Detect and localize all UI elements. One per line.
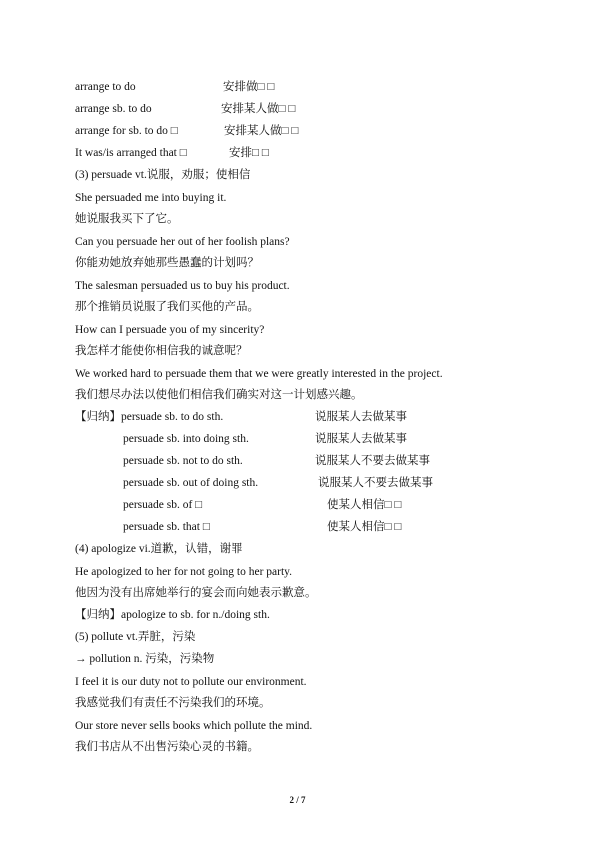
example-zh: 他因为没有出席她举行的宴会而向她表示歉意。: [75, 587, 317, 599]
example-en: The salesman persuaded us to buy his product.: [75, 280, 290, 292]
example-en: He apologized to her for not going to her party.: [75, 566, 293, 578]
example-en: Our store never sells books which pollute the mind.: [75, 720, 313, 732]
phrase-en: It was/is arranged that □: [75, 147, 187, 159]
example-en: She persuaded me into buying it.: [75, 192, 227, 204]
phrase-en: persuade sb. of □: [123, 499, 203, 511]
section-heading-pollute: (5) pollute vt.弄脏，污染: [75, 631, 196, 643]
example-zh: 你能劝她放弃她那些愚蠢的计划吗？: [75, 257, 259, 269]
page-number: 2 / 7: [289, 795, 306, 805]
arrange-row: [75, 80, 275, 94]
arrange-row: [75, 102, 296, 116]
section-heading-persuade: (3) persuade vt.说服，劝服；使相信: [75, 169, 251, 181]
summary-row: [123, 498, 402, 512]
phrase-zh: 安排某人做□ □: [221, 103, 296, 115]
phrase-en: arrange to do: [75, 81, 136, 93]
phrase-zh: 使某人相信□ □: [327, 499, 402, 511]
phrase-en: persuade sb. out of doing sth.: [123, 477, 259, 489]
example-zh: 我感觉我们有责任不污染我们的环境。: [75, 697, 271, 709]
summary-label: 【归纳】: [75, 411, 121, 423]
derivative-line: → pollution n. 污染，污染物: [75, 653, 215, 665]
phrase-zh: 说服某人去做某事: [315, 411, 407, 423]
example-zh: 我们想尽办法以使他们相信我们确实对这一计划感兴趣。: [75, 389, 363, 401]
arrange-row: [75, 124, 299, 138]
phrase-zh: 安排某人做□ □: [224, 125, 299, 137]
summary-row: [123, 520, 402, 534]
example-zh: 我们书店从不出售污染心灵的书籍。: [75, 741, 259, 753]
phrase-zh: 说服某人不要去做某事: [318, 477, 433, 489]
phrase-en: arrange for sb. to do □: [75, 125, 178, 137]
summary-row: 【归纳】apologize to sb. for n./doing sth.: [75, 609, 270, 621]
phrase-en: arrange sb. to do: [75, 103, 152, 115]
phrase-zh: 安排做□ □: [223, 81, 275, 93]
summary-row: [75, 410, 407, 424]
example-zh: 我怎样才能使你相信我的诚意呢？: [75, 345, 248, 357]
example-en: I feel it is our duty not to pollute our environment.: [75, 676, 307, 688]
phrase-en: persuade sb. that □: [123, 521, 210, 533]
section-heading-apologize: (4) apologize vi.道歉，认错，谢罪: [75, 543, 243, 555]
phrase-en: persuade sb. into doing sth.: [123, 433, 249, 445]
example-en: Can you persuade her out of her foolish plans?: [75, 236, 290, 248]
summary-row: [123, 476, 433, 490]
phrase-zh: 安排□ □: [229, 147, 269, 159]
example-en: We worked hard to persuade them that we were greatly interested in the project.: [75, 368, 443, 380]
example-en: How can I persuade you of my sincerity?: [75, 324, 265, 336]
summary-row: [123, 432, 407, 446]
example-zh: 那个推销员说服了我们买他的产品。: [75, 301, 259, 313]
phrase-zh: 使某人相信□ □: [327, 521, 402, 533]
phrase-zh: 说服某人不要去做某事: [315, 455, 430, 467]
summary-row: [123, 454, 430, 468]
example-zh: 她说服我买下了它。: [75, 213, 179, 225]
arrange-row: [75, 146, 269, 160]
phrase-en: persuade sb. to do sth.: [121, 411, 224, 423]
phrase-en: persuade sb. not to do sth.: [123, 455, 243, 467]
phrase-zh: 说服某人去做某事: [315, 433, 407, 445]
